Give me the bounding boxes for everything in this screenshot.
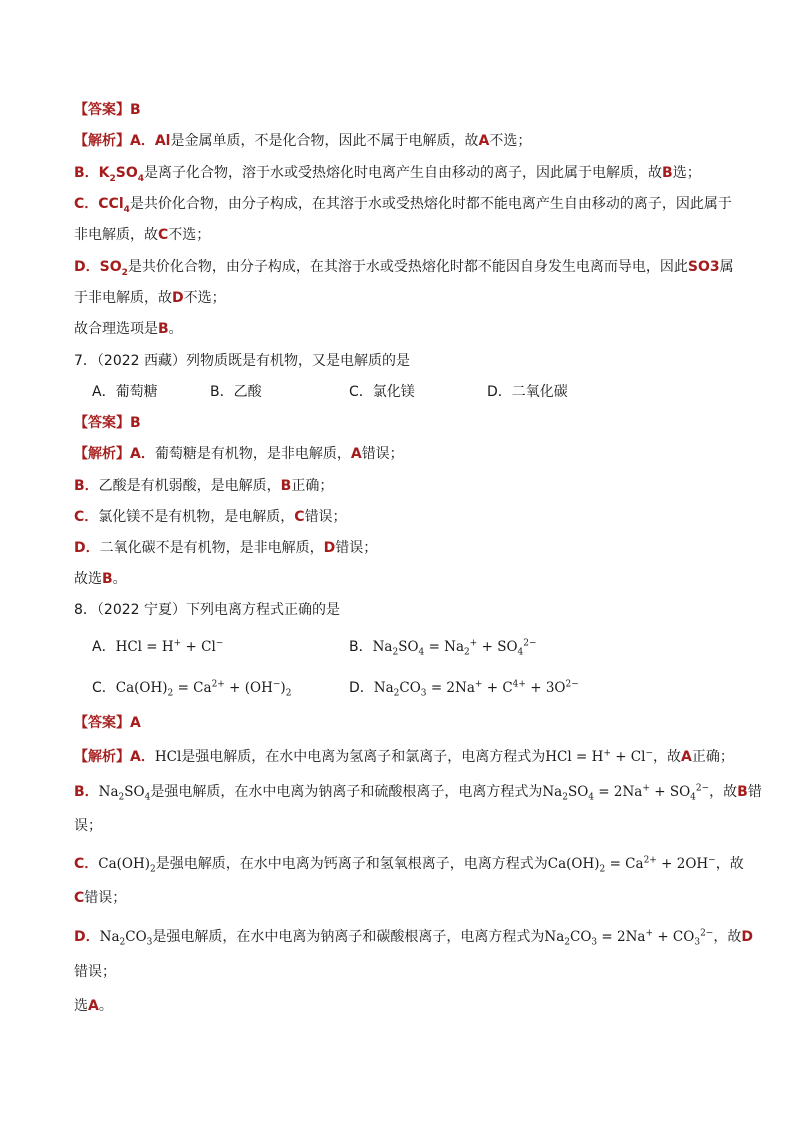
q8-analysis-b: B．$Na_2SO_4$是强电解质，在水中电离为钠离子和硫酸根离子，电离方程式为$Na_2SO_4 = 2Na^+ + SO_4^{2-}$，故B错 xyxy=(74,783,762,803)
q7-analysis-d: D．二氧化碳不是有机物，是非电解质，D错误； xyxy=(74,540,378,556)
q6-conclusion: 故合理选项是B。 xyxy=(74,321,183,337)
q8-stem: 8．（2022 宁夏）下列电离方程式正确的是 xyxy=(74,602,340,618)
formula-so2: $SO_2$ xyxy=(99,259,128,278)
q7-option-d: D．二氧化碳 xyxy=(487,384,568,400)
q7-answer: 【答案】B xyxy=(74,415,141,431)
q6-analysis-b: B．$K_2SO_4$是离子化合物，溶于水或受热熔化时电离产生自由移动的离子，因此属于电解质，故B选； xyxy=(74,165,701,184)
q8-analysis-c: C．$Ca(OH)_2$是强电解质，在水中电离为钙离子和氢氧根离子，电离方程式为$Ca(OH)_2 = Ca^{2+} + 2OH^-$，故 xyxy=(74,855,744,875)
q6-analysis-c: C．CCl$_4$是共价化合物，由分子构成，在其溶于水或受热熔化时都不能电离产生自由移动的离子，因此属于 xyxy=(74,196,732,215)
q8-analysis-c-cont: C错误； xyxy=(74,890,127,906)
q6-answer xyxy=(74,99,734,121)
q7-analysis-a: 【解析】A．葡萄糖是有机物，是非电解质，A错误； xyxy=(74,446,404,462)
q7-option-b: B．乙酸 xyxy=(210,384,262,400)
q6-analysis-d-cont: 于非电解质，故D不选； xyxy=(74,290,226,306)
q8-conclusion: 选A。 xyxy=(74,998,113,1014)
q7-option-a: A．葡萄糖 xyxy=(92,384,158,400)
q8-analysis-d-cont: 错误； xyxy=(74,964,116,980)
q6-analysis-c-cont: 非电解质，故C不选； xyxy=(74,227,211,243)
answer-value: B xyxy=(130,102,141,118)
q8-option-b: B．$Na_2SO_4 = Na_2^+ + SO_4^{2-}$ xyxy=(349,638,537,658)
q6-analysis-d: D．$SO_2$是共价化合物，由分子构成，在其溶于水或受热熔化时都不能因自身发生电离而导电，因此SO3属 xyxy=(74,259,734,278)
q8-option-c: C．$Ca(OH)_2 = Ca^{2+} + (OH^-)_2$ xyxy=(92,679,292,699)
answer-tag: 【答案】 xyxy=(74,102,130,118)
q7-option-c: C．氯化镁 xyxy=(349,384,415,400)
q8-analysis-d: D．$Na_2CO_3$是强电解质，在水中电离为钠离子和碳酸根离子，电离方程式为$Na_2CO_3 = 2Na^+ + CO_3^{2-}$，故D xyxy=(74,928,753,948)
formula-k2so4: $K_2SO_4$ xyxy=(98,165,145,184)
q6-analysis-a: 【解析】A．Al是金属单质，不是化合物，因此不属于电解质，故A不选； xyxy=(74,133,532,149)
q8-analysis-a: 【解析】A．HCl是强电解质，在水中电离为氢离子和氯离子，电离方程式为HCl = H+ + Cl−，故A正确； xyxy=(74,748,734,765)
q8-option-d: D．$Na_2CO_3 = 2Na^+ + C^{4+} + 3O^{2-}$ xyxy=(349,679,579,699)
q8-analysis-b-cont: 误； xyxy=(74,818,102,834)
q7-analysis-c: C．氯化镁不是有机物，是电解质，C错误； xyxy=(74,509,347,525)
q8-answer: 【答案】A xyxy=(74,715,141,731)
q8-option-a: A．HCl = H+ + Cl− xyxy=(92,638,224,655)
q7-analysis-b: B．乙酸是有机弱酸，是电解质，B正确； xyxy=(74,478,334,494)
q7-stem: 7．（2022 西藏）列物质既是有机物，又是电解质的是 xyxy=(74,353,410,369)
formula-ccl4: CCl$_4$ xyxy=(98,196,130,215)
q7-conclusion: 故选B。 xyxy=(74,571,127,587)
